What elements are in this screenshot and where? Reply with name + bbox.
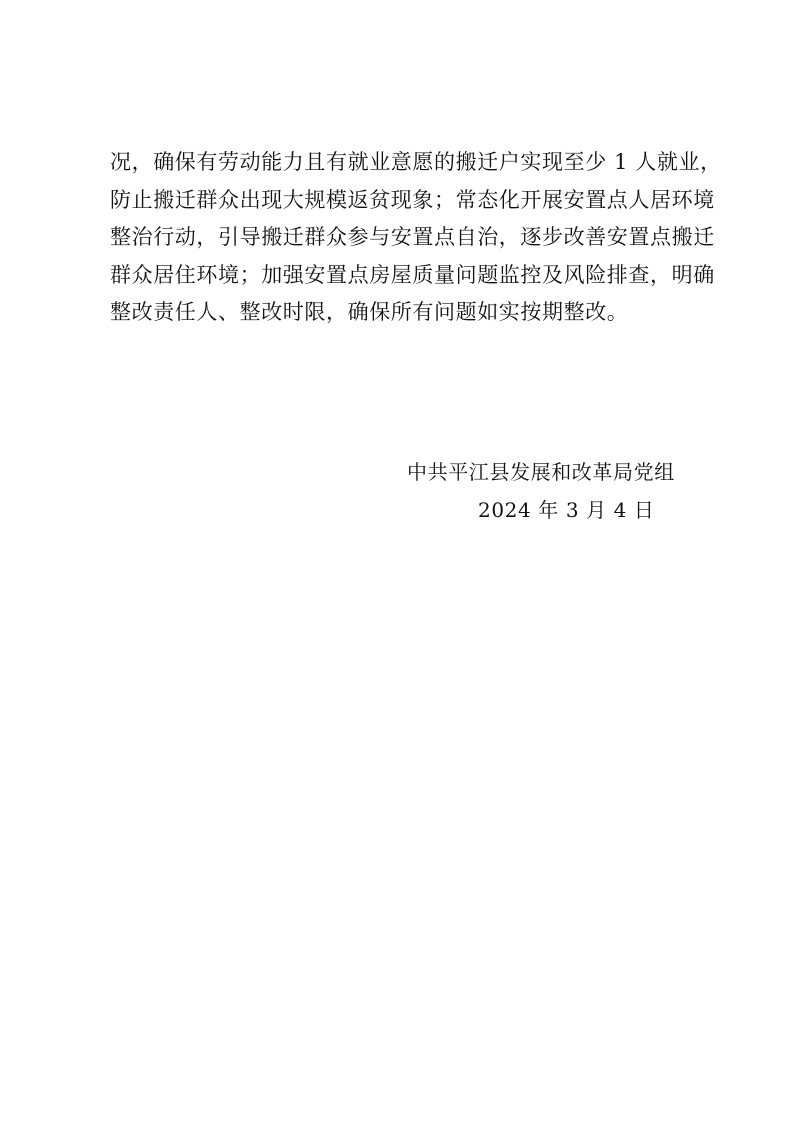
paragraph-line: 群众居住环境；加强安置点房屋质量问题监控及风险排查，明确 xyxy=(110,262,715,287)
signature-block xyxy=(0,456,793,536)
paragraph-line: 整治行动，引导搬迁群众参与安置点自治，逐步改善安置点搬迁 xyxy=(110,225,715,249)
signing-date: 2024 年 3 月 4 日 xyxy=(478,498,655,522)
signing-organization: 中共平江县发展和改革局党组 xyxy=(407,460,675,484)
body-paragraph xyxy=(110,144,722,332)
paragraph-line: 防止搬迁群众出现大规模返贫现象；常态化开展安置点人居环境 xyxy=(110,187,715,212)
paragraph-line: 整改责任人、整改时限，确保所有问题如实按期整改。 xyxy=(110,300,629,324)
paragraph-line: 况，确保有劳动能力且有就业意愿的搬迁户实现至少 1 人就业， xyxy=(110,150,722,174)
